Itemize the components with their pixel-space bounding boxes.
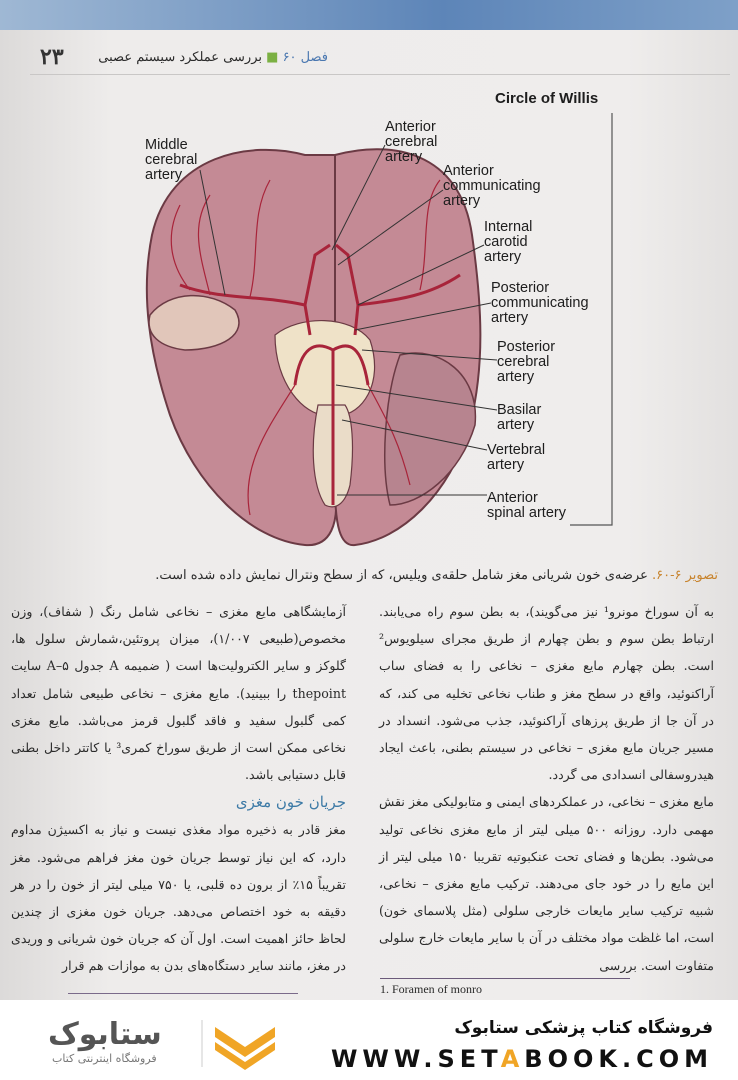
running-header	[98, 50, 328, 65]
caption-number: تصویر ۶-۶۰.	[651, 568, 718, 583]
paragraph: مغز قادر به ذخیره مواد مغذی نیست و نیاز به اکسیژن مداوم دارد، که این نیاز توسط جریان خون مغز فراهم می‌شود. مغز تقریباً ۱۵٪ از برون ده قلبی، یا ۷۵۰ میلی لیتر از خون را در هر دقیقه به خود اختصاص می‌دهد. جریان خون مغزی از چندین لحاظ حائز اهمیت است. اول آن که جریان خون شریانی و وریدی در مغز، مانند سایر دستگاه‌های بدن به موازات هم قرار	[11, 822, 346, 974]
label-line: cerebral	[145, 152, 198, 168]
footnote-rule	[380, 978, 630, 979]
url-accent: A	[500, 1045, 525, 1073]
label-anterior-communicating-artery	[443, 164, 541, 209]
label-line: artery	[487, 457, 525, 473]
caption-text: عرضه‌ی خون شریانی مغز شامل حلقه‌ی ویلیس، که از سطح ونترال نمایش داده شده است.	[155, 568, 652, 583]
circle-of-willis-figure	[100, 85, 630, 555]
label-line: artery	[145, 167, 183, 183]
url-part: WWW.SET	[330, 1045, 501, 1073]
figure-title: Circle of Willis	[495, 90, 599, 107]
label-basilar-artery	[497, 403, 541, 433]
header-rule	[30, 74, 730, 75]
paragraph: مایع مغزی – نخاعی، در عملکردهای ایمنی و متابولیکی مغز نقش مهمی دارد. روزانه ۵۰۰ میلی لیتر از مایع مغزی نخاعی تولید می‌شود. بطن‌ها و فضای تحت عنکبوتیه تقریبا ۱۵۰ میلی لیتر از این مایع را در خود جای می‌دهند. ترکیب مایع مغزی – نخاعی، شبیه ترکیب سایر مایعات خارجی سلولی (مثل پلاسمای خون) است، اما غلظت مواد مختلف در آن با سایر مایعات خارج سلولی متفاوت است. بررسی	[379, 794, 714, 973]
top-band	[0, 0, 738, 30]
label-line: artery	[497, 417, 535, 433]
square-bullet-icon: ■	[266, 50, 279, 65]
label-line: artery	[385, 149, 423, 165]
label-posterior-cerebral-artery	[497, 340, 555, 385]
logo-text: ستابوک	[48, 1017, 162, 1052]
label-middle-cerebral-artery	[145, 138, 197, 183]
store-url	[331, 1045, 713, 1073]
left-column	[11, 598, 346, 980]
label-line: cerebral	[497, 354, 550, 370]
chapter-number: فصل ۶۰	[282, 50, 328, 65]
label-line: artery	[443, 193, 481, 209]
footnote-rule	[68, 993, 298, 994]
label-line: Middle	[145, 137, 188, 153]
label-line: Anterior	[487, 490, 538, 506]
label-line: Internal	[484, 219, 533, 235]
label-vertebral-artery	[487, 443, 545, 473]
label-internal-carotid-artery	[484, 220, 532, 265]
url-part: BOOK.COM	[524, 1045, 713, 1073]
label-line: Anterior	[443, 163, 494, 179]
label-line: cerebral	[385, 134, 438, 150]
paragraph: به آن سوراخ مونرو¹ نیز می‌گویند)، به بطن سوم راه می‌یابند. ارتباط بطن سوم و بطن چهارم از طریق مجرای سیلویوس² است. بطن چهارم مایع مغزی – نخاعی را به فضای ساب آراکنوئید، واقع در سطح مغز و طناب نخاعی تخلیه می کند، که در آن جا از طریق پرزهای آراکنوئید، جذب می‌شود. انسداد در مسیر جریان مایع مغزی – نخاعی در سیستم بطنی، باعث ایجاد هیدروسفالی انسدادی می گردد.	[379, 604, 714, 783]
label-posterior-communicating-artery	[491, 281, 589, 326]
label-line: communicating	[443, 178, 541, 194]
store-name: فروشگاه کتاب پزشکی ستابوک	[454, 1018, 713, 1038]
label-line: artery	[491, 310, 529, 326]
label-line: Vertebral	[487, 442, 546, 458]
figure-caption	[155, 568, 718, 583]
right-column	[379, 598, 714, 979]
label-line: carotid	[484, 234, 528, 250]
logo-subtitle: فروشگاه اینترنتی کتاب	[52, 1052, 157, 1065]
label-anterior-spinal-artery	[487, 491, 566, 521]
chapter-title: بررسی عملکرد سیستم عصبی	[98, 50, 262, 65]
label-line: Basilar	[497, 402, 542, 418]
paragraph: آزمایشگاهی مایع مغزی – نخاعی شامل رنگ ( شفاف)، وزن مخصوص(طبیعی ۱/۰۰۷)، میزان پروتئین،شمارش سلول ها، گلوکز و سایر الکترولیت‌ها است ( ضمیمه A جدول ۵–A سایت thepoint را ببینید). مایع مغزی – نخاعی طبیعی شامل تعداد کمی گلبول سفید و فاقد گلبول قرمز می‌باشد. مایع مغزی نخاعی ممکن است از طریق سوراخ کمری³ یا کاتتر داخل بطنی قابل دستیابی باشد.	[11, 604, 347, 783]
label-anterior-cerebral-artery	[385, 120, 437, 165]
label-line: artery	[484, 249, 522, 265]
section-heading: جریان خون مغزی	[235, 793, 346, 812]
label-line: Posterior	[497, 339, 556, 355]
label-line: communicating	[491, 295, 589, 311]
label-line: Anterior	[385, 119, 436, 135]
page-number: ۲۳	[40, 44, 64, 70]
label-line: Posterior	[491, 280, 550, 296]
label-line: artery	[497, 369, 535, 385]
label-line: spinal artery	[487, 505, 566, 521]
footnote: 1. Foramen of monro	[380, 982, 482, 996]
